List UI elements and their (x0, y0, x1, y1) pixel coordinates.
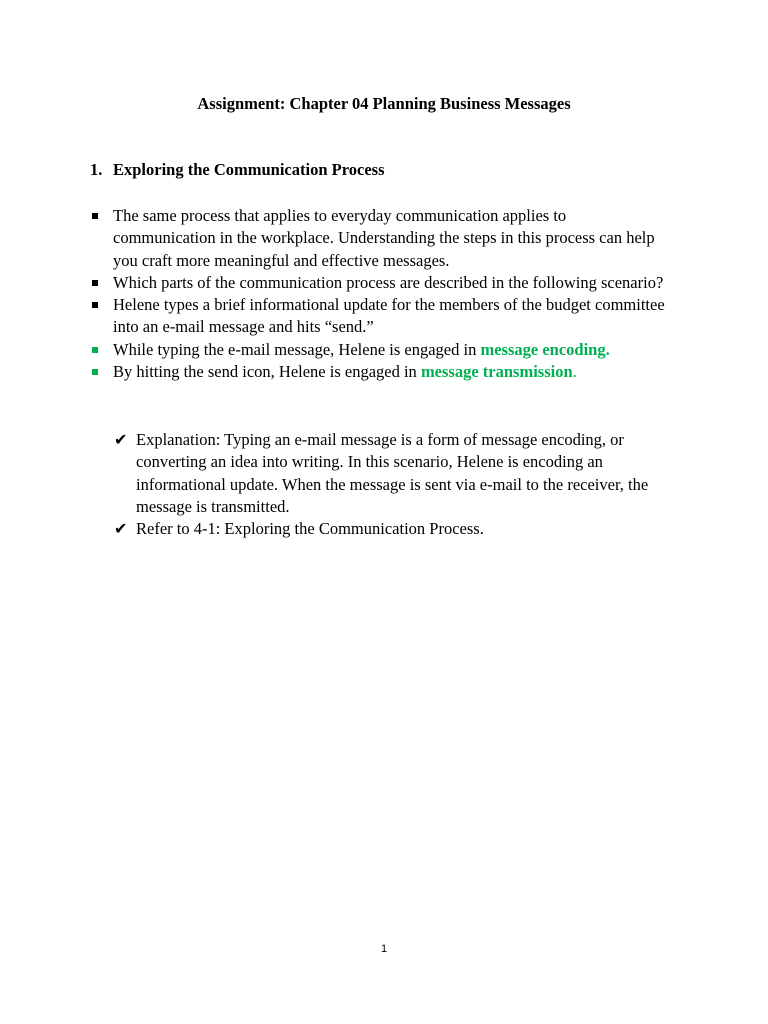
page-number: 1 (380, 943, 388, 955)
bullet-list (92, 205, 672, 383)
bullet-item-answer-transmission (92, 361, 672, 383)
bullet-text: Helene types a brief informational update for the members of the budget committee into an e-mail message and hits “send.” (113, 295, 665, 337)
section-number: 1. (90, 160, 103, 179)
check-text: Explanation: Typing an e-mail message is a form of message encoding, or converting an idea into writing. In this scenario, Helene is encoding an informational update. When the message is sent via e-mail to the receiver, the message is transmitted. (136, 430, 649, 516)
answer-highlight: message encoding. (480, 339, 610, 359)
answer-highlight: message transmission (420, 362, 573, 382)
bullet-item (92, 205, 672, 272)
checkmark-icon: ✔ (114, 519, 128, 539)
check-item-reference (114, 518, 674, 540)
check-text: Refer to 4-1: Exploring the Communication Process. (136, 519, 484, 539)
bullet-item (92, 272, 672, 294)
bullet-text: Which parts of the communication process are described in the following scenario? (113, 272, 664, 292)
check-item-explanation (114, 429, 674, 518)
bullet-text: By hitting the send icon, Helene is engaged in (113, 362, 421, 382)
section-heading-text: Exploring the Communication Process (113, 160, 385, 179)
section-heading (90, 160, 385, 180)
bullet-item (92, 294, 672, 339)
bullet-item-answer-encoding (92, 339, 672, 361)
document-title: Assignment: Chapter 04 Planning Business Messages (197, 94, 571, 113)
square-bullet-icon (92, 302, 98, 308)
bullet-text: The same process that applies to everyday communication applies to communication in the workplace. Understanding the steps in this process can help you craft more meaningful and effective messages. (113, 206, 655, 270)
answer-suffix: . (572, 362, 577, 382)
square-bullet-icon (92, 369, 98, 375)
square-bullet-icon (92, 347, 98, 353)
check-list (114, 429, 674, 540)
checkmark-icon: ✔ (114, 430, 128, 449)
bullet-text: While typing the e-mail message, Helene is engaged in (113, 339, 481, 359)
square-bullet-icon (92, 213, 98, 219)
square-bullet-icon (92, 280, 98, 286)
